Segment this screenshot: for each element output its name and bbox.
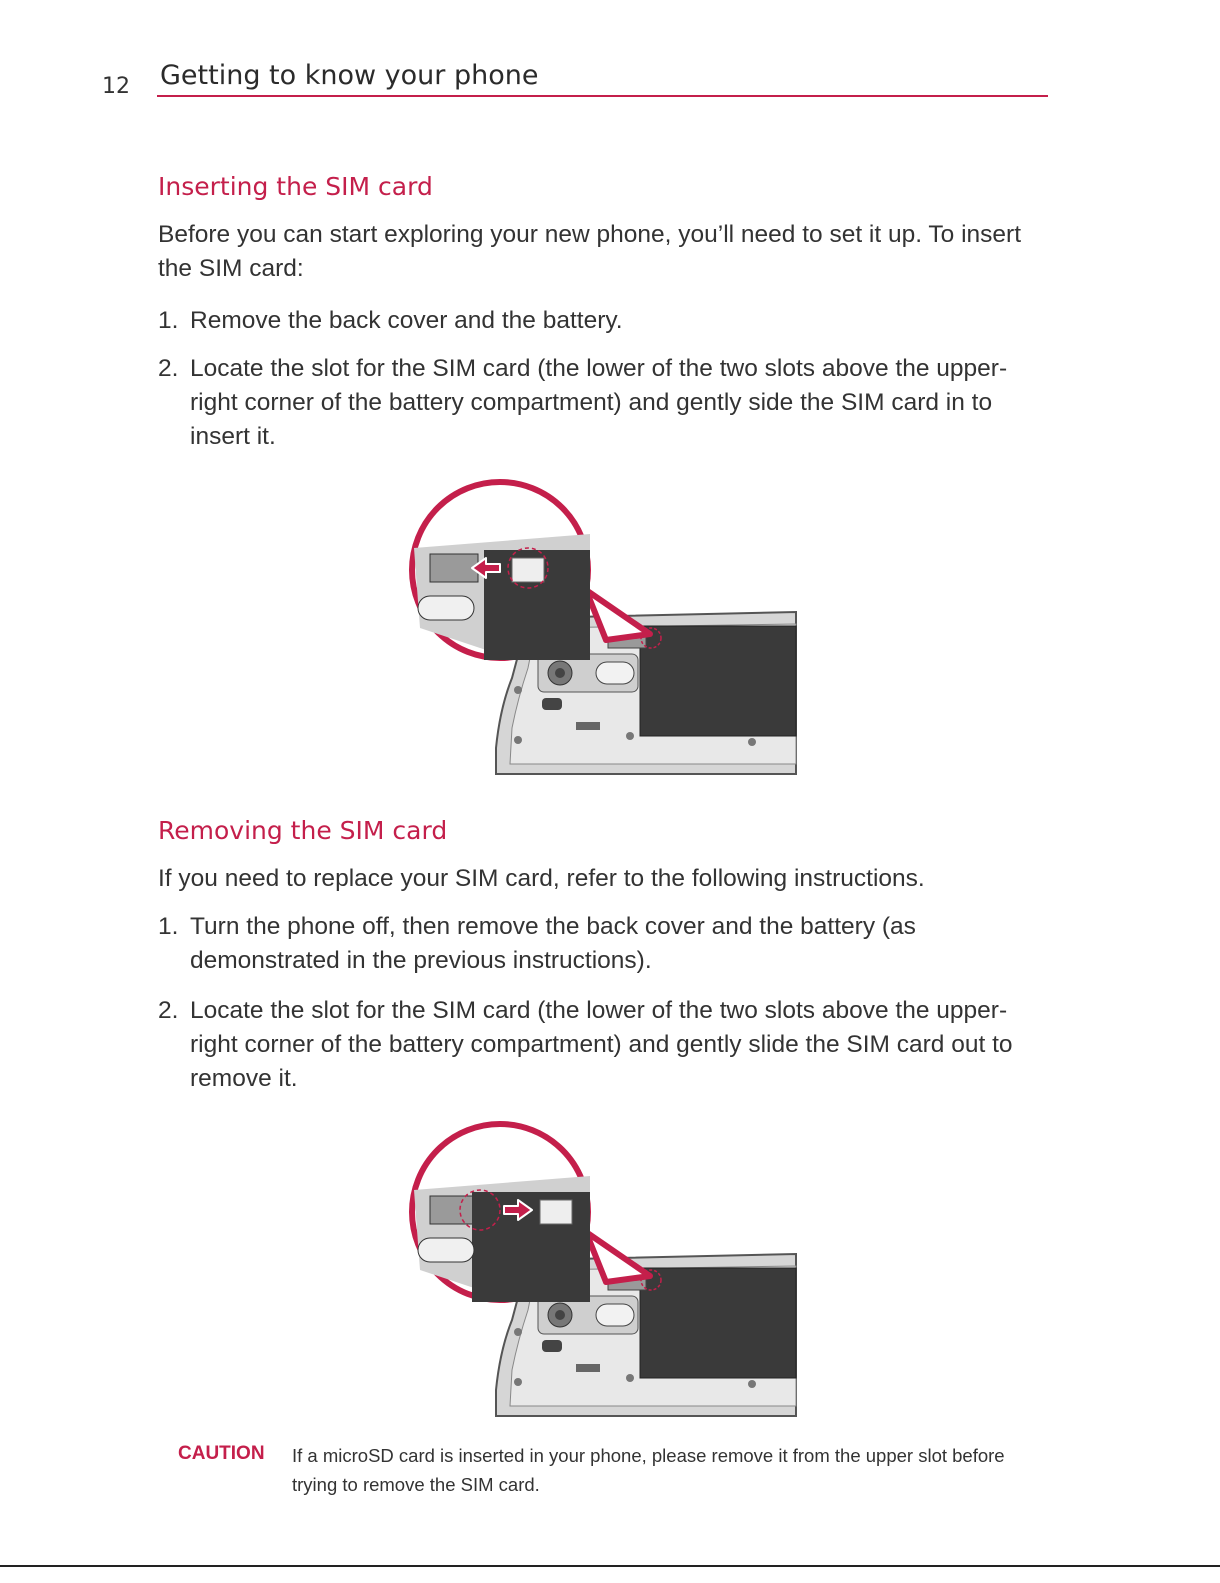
caution-text: If a microSD card is inserted in your phone, please remove it from the upper slot before trying to remove the SIM card. [292,1445,1005,1495]
running-header: Getting to know your phone [160,60,539,91]
caution-label: CAUTION [178,1443,265,1464]
sim-remove-illustration [400,1120,800,1420]
step-text: Remove the back cover and the battery. [190,307,623,334]
inserting-intro: Before you can start exploring your new phone, you’ll need to set it up. To insert the SIM card: [158,221,1022,282]
step-number: 1. [158,913,179,940]
step-number: 1. [158,307,179,334]
inserting-step-1 [158,304,1038,338]
removing-heading: Removing the SIM card [158,816,448,845]
zoom-callout [412,482,650,660]
sim-insert-illustration [400,478,800,778]
removing-step-2 [158,994,1038,1096]
step-number: 2. [158,997,179,1024]
step-text: Locate the slot for the SIM card (the lower of the two slots above the upper-right corner of the battery compartment) and gently side the SIM card in to insert it. [190,355,1008,450]
header-rule [157,95,1048,97]
page-bottom-rule [0,1565,1220,1567]
inserting-heading: Inserting the SIM card [158,172,433,201]
step-text: Turn the phone off, then remove the back cover and the battery (as demonstrated in the previous instructions). [190,913,916,974]
removing-intro: If you need to replace your SIM card, refer to the following instructions. [158,865,925,892]
step-text: Locate the slot for the SIM card (the lower of the two slots above the upper-right corner of the battery compartment) and gently slide the SIM card out to remove it. [190,997,1013,1092]
inserting-step-2 [158,352,1038,454]
removing-step-1 [158,910,1038,978]
step-number: 2. [158,355,179,382]
zoom-callout [412,1124,650,1302]
page-number: 12 [102,74,130,99]
